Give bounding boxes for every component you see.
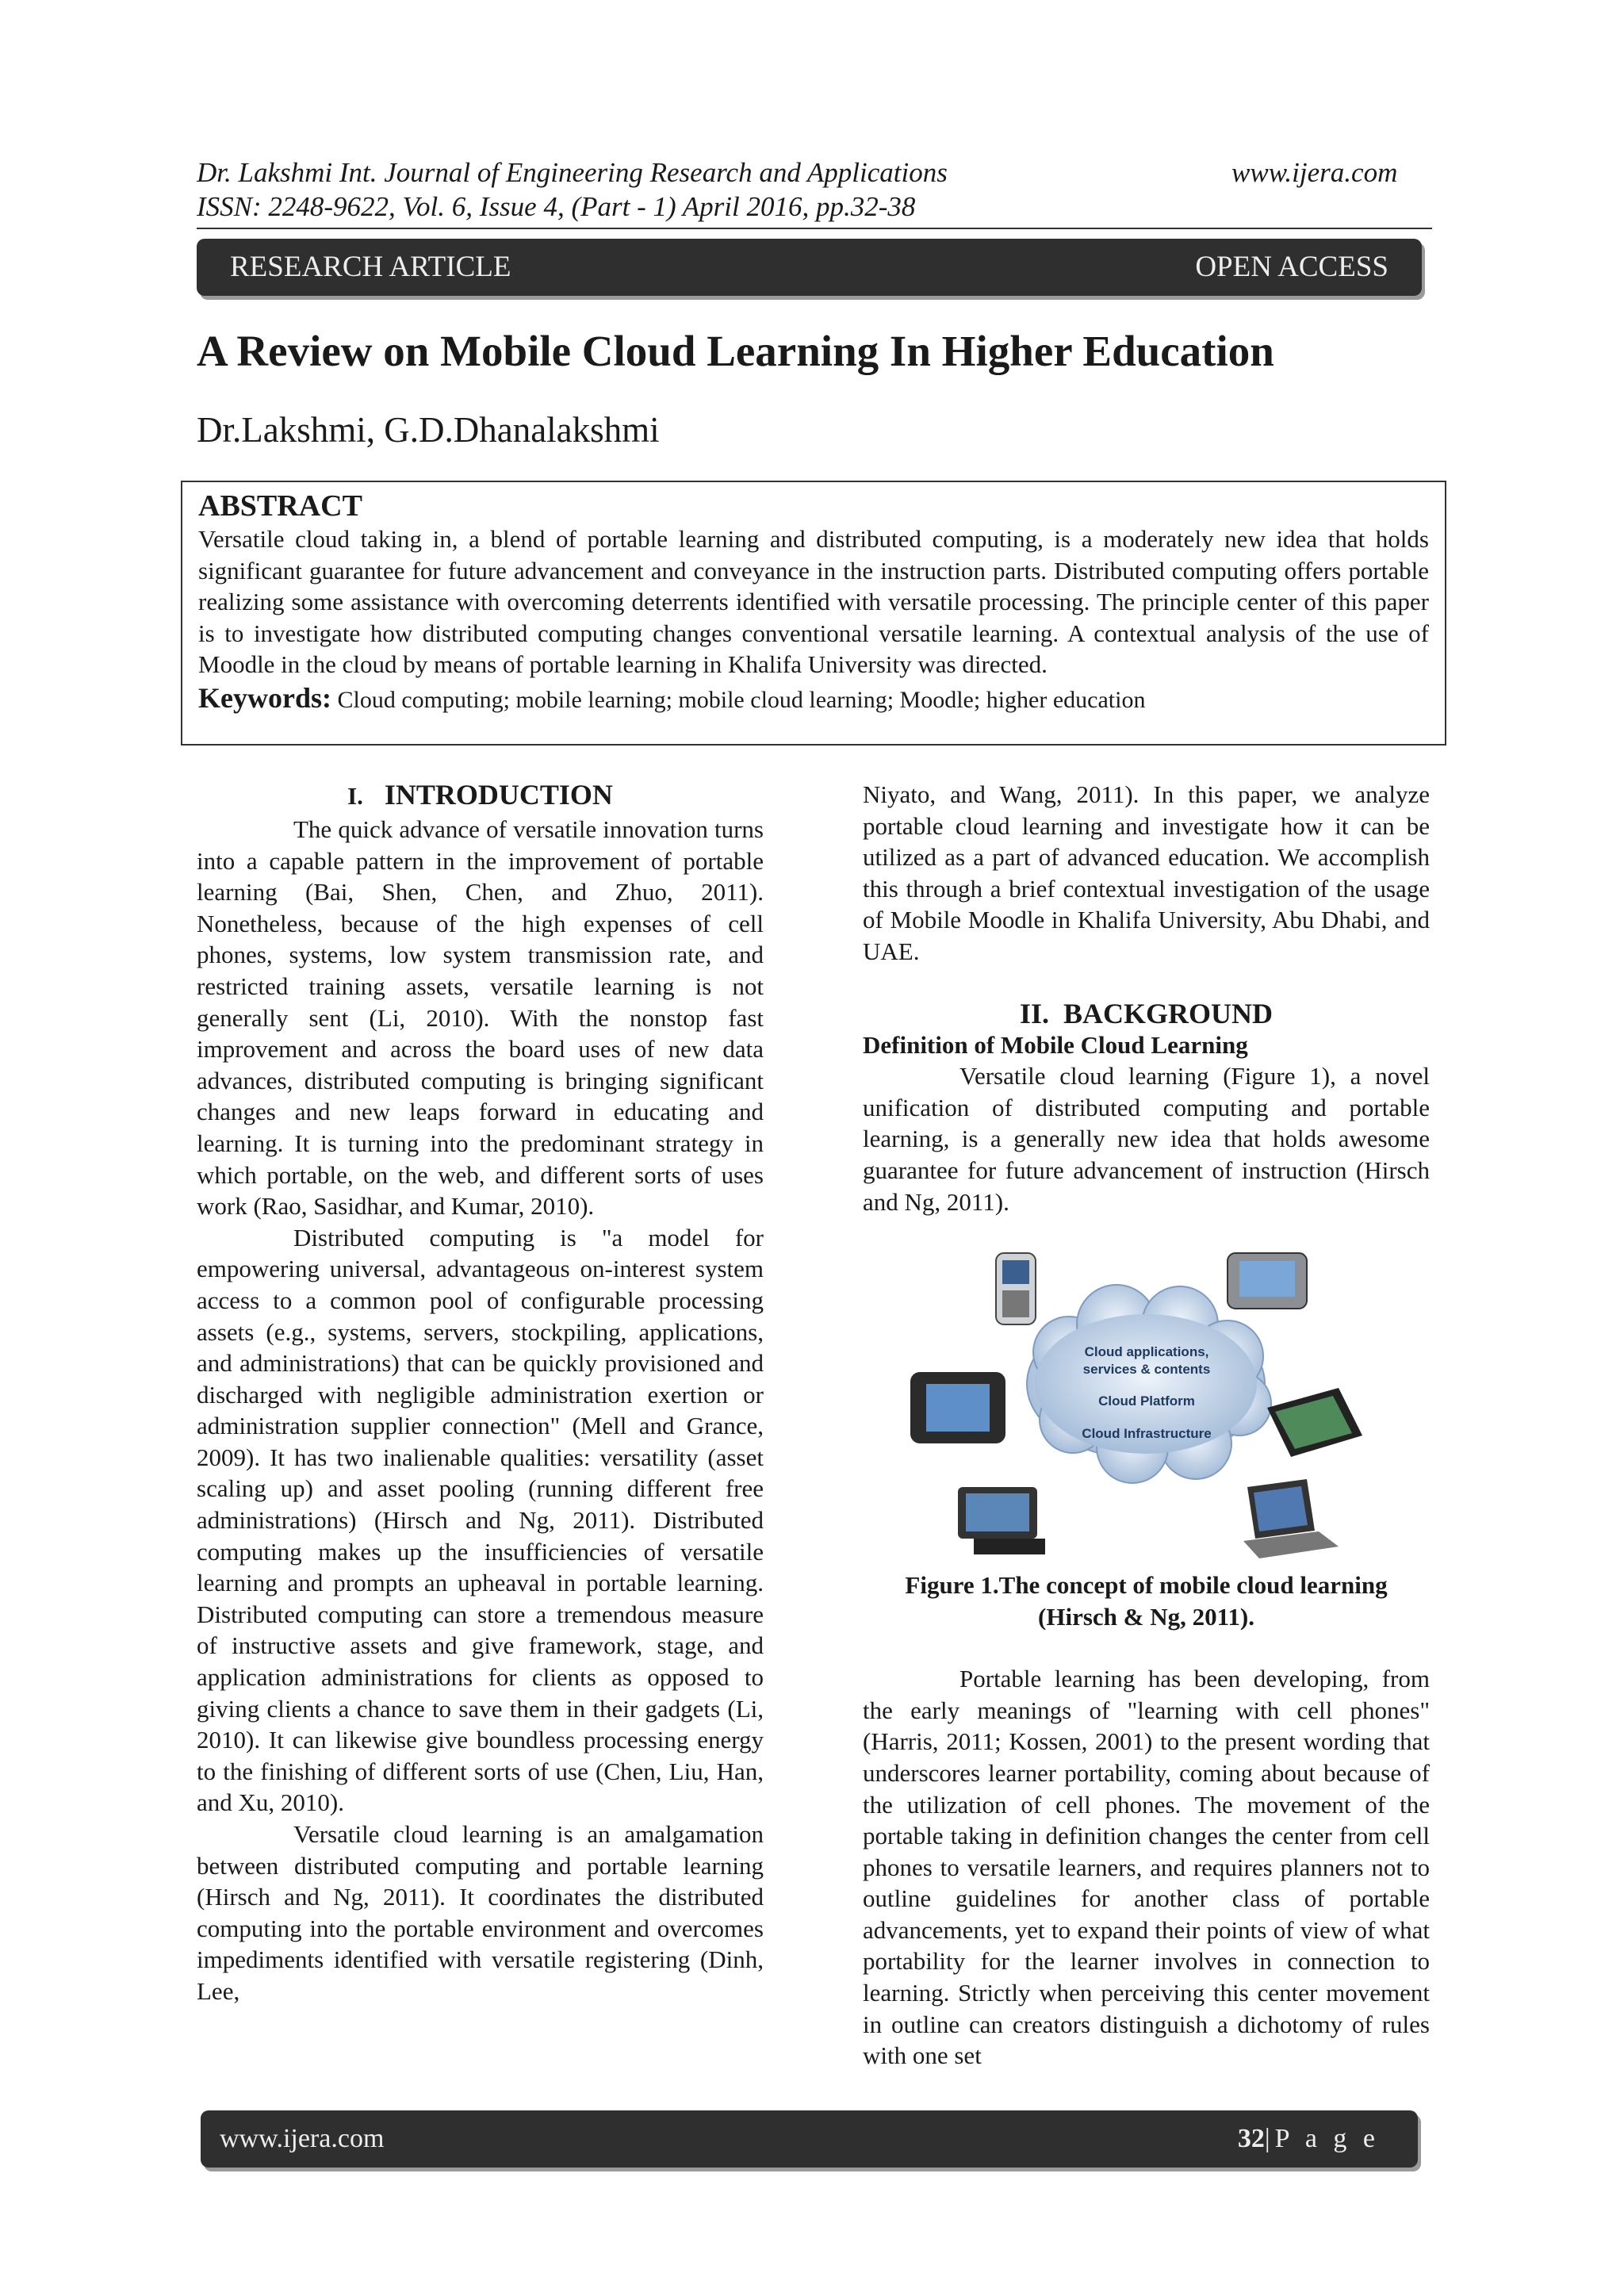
abstract-box <box>181 481 1446 746</box>
figure-1 <box>863 1249 1430 1566</box>
figure-caption-line-2: (Hirsch & Ng, 2011). <box>1038 1603 1254 1631</box>
section-1-title: INTRODUCTION <box>384 779 613 811</box>
journal-website[interactable]: www.ijera.com <box>1231 157 1398 188</box>
section-2-number: II. <box>1019 997 1049 1029</box>
section-1-number: I. <box>347 782 363 810</box>
intro-paragraph-1: The quick advance of versatile innovation turns into a capable pattern in the improvement of portable learning (Bai, Shen, Chen, and Zhuo, 2011). Nonetheless, because of the high expenses of cell phones, systems, low system transmission rate, and restricted training assets, versatile learning is not generally sent (Li, 2010). With the nonstop fast improvement and across the board uses of new data advances, distributed computing is bringing significant changes and new leaps forward in educating and learning. It is turning into the predominant strategy in which portable, on the web, and different sorts of uses work (Rao, Sasidhar, and Kumar, 2010). <box>197 815 764 1221</box>
right-column <box>863 779 1430 2072</box>
desktop-terminal-icon <box>958 1487 1045 1554</box>
keywords-label: Keywords: <box>198 681 331 714</box>
figure-caption-line-1: Figure 1.The concept of mobile cloud learning <box>905 1571 1388 1600</box>
background-paragraph-2: Portable learning has been developing, from the early meanings of "learning with cell phones" (Harris, 2011; Kossen, 2001) to the present wording that underscores learner portability, coming about because of the utilization of cell phones. The movement of the portable taking in definition changes the center from cell phones to versatile learners, and requires planners not to outline guidelines for another class of portable advancements, yet to expand their points of view of what portability for the learner involves in connection to learning. Strictly when perceiving this center movement in outline can creators distinguish a dichotomy of rules with one set <box>863 1665 1430 2070</box>
cloud-label-infrastructure: Cloud Infrastructure <box>1082 1426 1212 1442</box>
section-1-heading <box>197 779 764 812</box>
keywords-line <box>198 680 1429 718</box>
footer-website[interactable]: www.ijera.com <box>220 2124 385 2153</box>
article-type-banner <box>197 239 1422 296</box>
abstract-body: Versatile cloud taking in, a blend of portable learning and distributed computing, is a moderately new idea that holds significant guarantee for future advancement and conveyance in the instruction parts. Distributed computing offers portable realizing some assistance with overcoming deterrents identified with versatile processing. The principle center of this paper is to investigate how distributed computing changes conventional versatile learning. A contextual analysis of the use of Moodle in the cloud by means of portable learning in Khalifa University was directed. <box>198 525 1429 678</box>
left-column <box>197 779 764 2007</box>
definition-subheading: Definition of Mobile Cloud Learning <box>863 1030 1248 1059</box>
right-paragraph-1: Niyato, and Wang, 2011). In this paper, we analyze portable cloud learning and investigate how it can be utilized as a part of advanced education. We accomplish this through a brief contextual investigation of the usage of Mobile Moodle in Khalifa University, Abu Dhabi, and UAE. <box>863 780 1430 965</box>
header-rule <box>197 228 1432 229</box>
tablet-icon <box>1267 1388 1362 1457</box>
pda-device-icon <box>910 1372 1005 1443</box>
mobile-cloud-diagram <box>863 1249 1430 1566</box>
page-label: |P a g e <box>1264 2124 1380 2153</box>
issn-line: ISSN: 2248-9622, Vol. 6, Issue 4, (Part - 1) April 2016, pp.32-38 <box>197 191 916 222</box>
section-2-title: BACKGROUND <box>1063 997 1274 1029</box>
intro-paragraph-2: Distributed computing is "a model for empowering universal, advantageous on-interest system access to a common pool of configurable processing assets (e.g., systems, servers, stockpiling, applications, and administrations) that can be quickly provisioned and discharged with negligible administration exertion or administration supplier connection" (Mell and Grance, 2009). It has two inalienable qualities: versatility (asset scaling up) and asset pooling (running different free administrations) (Hirsch and Ng, 2011). Distributed computing makes up the insufficiencies of versatile learning and prompts an upheaval in portable learning. Distributed computing can store a tremendous measure of instructive assets and give framework, stage, and application administrations for clients as opposed to giving clients a chance to save them in their gadgets (Li, 2010). It can likewise give boundless processing energy to the finishing of different sorts of use (Chen, Liu, Han, and Xu, 2010). <box>197 1223 764 1817</box>
open-access-label: OPEN ACCESS <box>1195 251 1388 283</box>
intro-paragraph-3: Versatile cloud learning is an amalgamation between distributed computing and portable learning (Hirsch and Ng, 2011). It coordinates the distributed computing into the portable environment and overcomes impediments identified with versatile registering (Dinh, Lee, <box>197 1820 764 2005</box>
abstract-heading: ABSTRACT <box>198 489 362 523</box>
journal-header: Dr. Lakshmi Int. Journal of Engineering Research and Applications <box>197 157 948 188</box>
background-paragraph-1: Versatile cloud learning (Figure 1), a novel unification of distributed computing and portable learning, is a generally new idea that holds awesome guarantee for future advancement of instruction (Hirsch and Ng, 2011). <box>863 1062 1430 1216</box>
cloud-label-apps: Cloud applications, <box>1084 1344 1209 1360</box>
page-footer <box>201 2110 1418 2168</box>
paper-authors: Dr.Lakshmi, G.D.Dhanalakshmi <box>197 410 660 450</box>
laptop-icon <box>1243 1479 1339 1558</box>
paper-title: A Review on Mobile Cloud Learning In Higher Education <box>197 327 1274 375</box>
cloud-label-services: services & contents <box>1082 1362 1211 1378</box>
blackberry-phone-icon <box>996 1253 1036 1324</box>
page-number-value: 32 <box>1237 2124 1265 2153</box>
slider-phone-icon <box>1228 1253 1307 1309</box>
cloud-label-platform: Cloud Platform <box>1098 1393 1195 1409</box>
page-number <box>1238 2110 1380 2168</box>
keywords-text: Cloud computing; mobile learning; mobile cloud learning; Moodle; higher education <box>331 686 1146 713</box>
research-article-label: RESEARCH ARTICLE <box>230 251 511 283</box>
figure-1-caption <box>863 1570 1430 1633</box>
section-2-heading <box>863 998 1430 1029</box>
